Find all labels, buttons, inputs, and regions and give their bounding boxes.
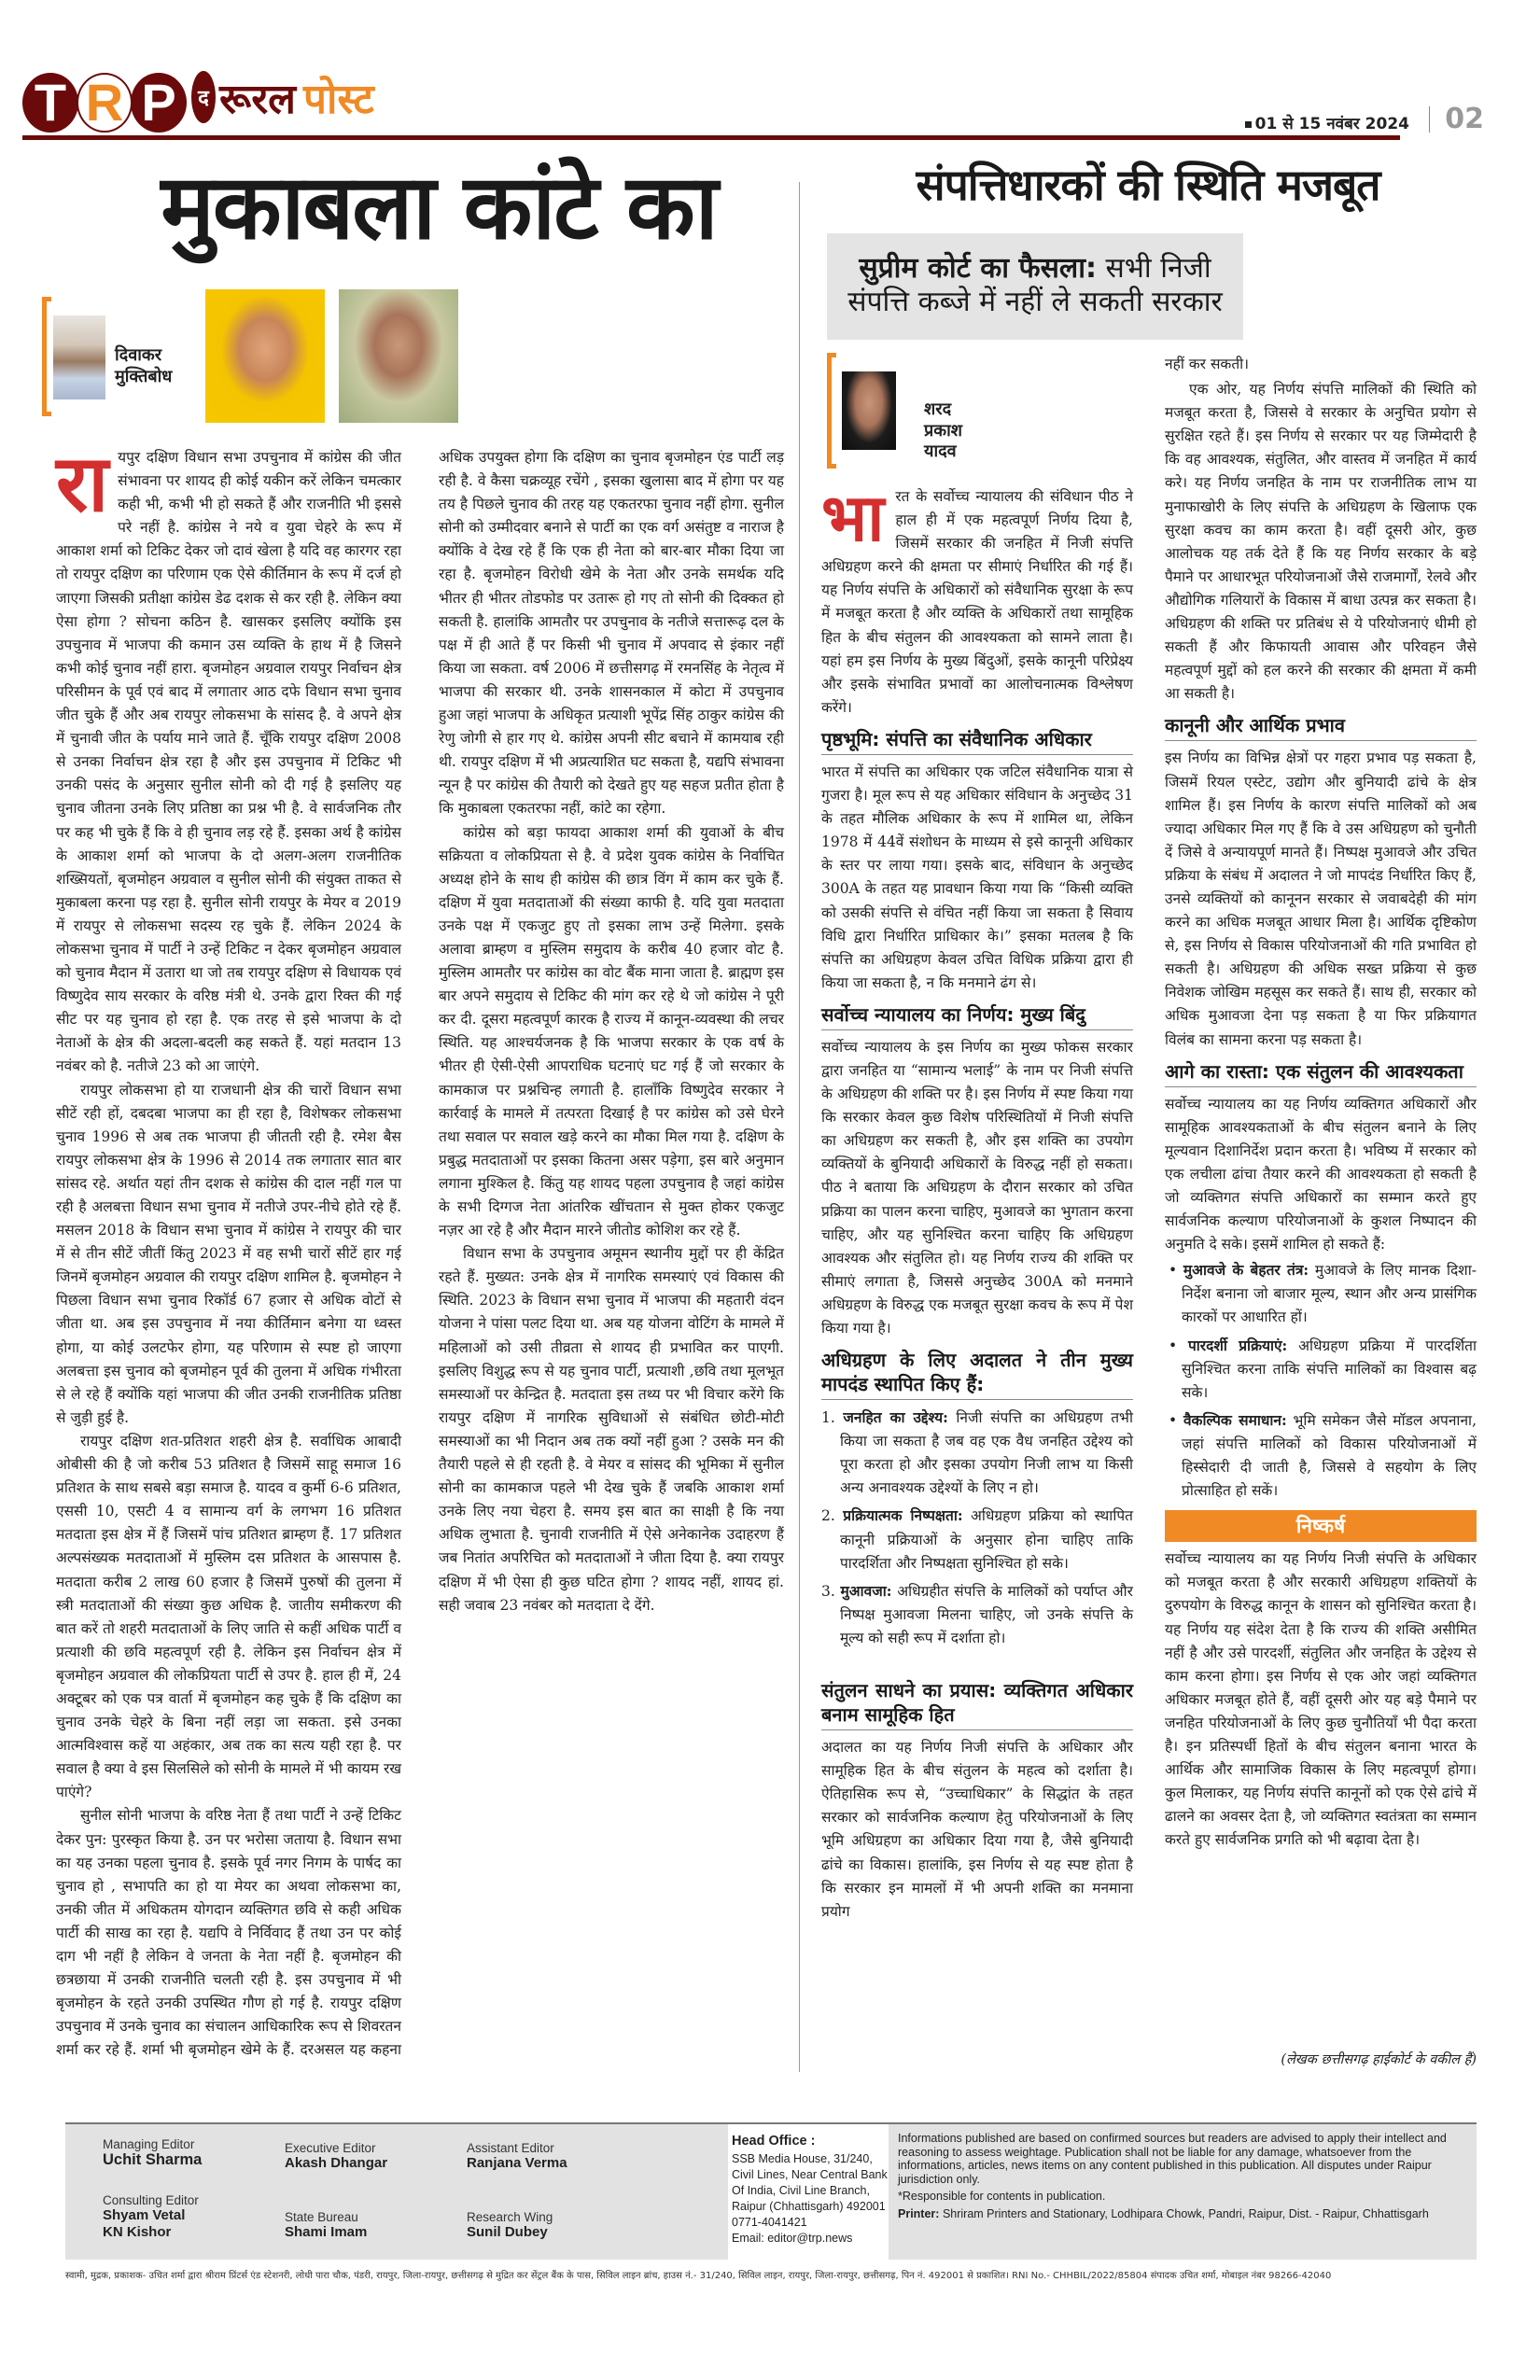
author-name [115, 345, 172, 387]
paragraph: कांग्रेस को बड़ा फायदा आकाश शर्मा की युवाओं के बीच सक्रियता व लोकप्रियता से है. वे प्रदेश युवक कांग्रेस के निर्वाचित अध्यक्ष होने के साथ ही कांग्रेस की छात्र विंग में काम कर चुके हैं. दक्षिण में युवा मतदाताओं की संख्या काफी है. यदि युवा मतदाता उनके पक्ष में एकजुट हुए तो इसका लाभ उन्हें मिलेगा. इसके अलावा ब्राम्हण व मुस्लिम समुदाय के करीब 40 हजार वोट है. मुस्लिम आमतौर पर कांग्रेस का वोट बैंक माना जाता है. ब्राह्मण इस बार अपने समुदाय से टिकिट की मांग कर रहे थे जो कांग्रेस ने पूरी कर दी. दूसरा महत्वपूर्ण कारक है राज्य में कानून-व्यवस्था की लचर स्थिति. यह आश्चर्यजनक है कि भाजपा सरकार के एक वर्ष के भीतर ही ऐसी-ऐसी आपराधिक घटनाएं घट गई हैं जो सरकार के कामकाज पर प्रश्नचिन्ह लगाती है. हालाँकि विष्णुदेव सरकार ने कार्रवाई के मामले में तत्परता दिखाई है पर कांग्रेस को उसे घेरने तथा सवाल पर सवाल खड़े करने का मौका मिल गया है. दक्षिण के प्रबुद्ध मतदाताओं पर इसका कितना असर पड़ेगा, इस बारे अनुमान लगाना मुश्किल है. किंतु यह शायद पहला उपचुनाव है जहां कांग्रेस के सभी दिग्गज नेता आंतरिक खींचतान से मुक्त होकर एकजुट नज़र आ रहे है और मैदान मारने जीतोड कोशिश कर रहे हैं. [439, 823, 784, 1239]
head-office-address: SSB Media House, 31/240, Civil Lines, Near Central Bank Of India, Civil Line Branch, Raipur (Chhattisgarh) 492001 [732, 2152, 888, 2213]
way-forward-list [1165, 1258, 1477, 1503]
byline-bracket [827, 353, 836, 469]
list-item: 1. जनहित का उद्देश्य: निजी संपत्ति का अधिग्रहण तभी किया जा सकता है जब वह एक वैध जनहित उद्देश्य को पूरा करता हो और इसका उपयोग निजी लाभ या किसी अन्य अनावश्यक उद्देश्यों के लिए न हो। [821, 1408, 1133, 1497]
masthead-rule [22, 135, 1400, 140]
brand-name-rural: रूरल [219, 76, 297, 123]
divider [1429, 106, 1430, 133]
right-article-column-1 [821, 480, 1134, 1925]
paragraph: रायपुर लोकसभा हो या राजधानी क्षेत्र की चारों विधान सभा सीटें रही हों, दबदबा भाजपा का ही रहा है, विशेषकर लोकसभा चुनाव 1996 से अब तक भाजपा ही जीतती रही है. रमेश बैस रायपुर लोकसभा क्षेत्र के 1996 से 2014 तक लगातार सात बार सांसद रहे. अर्थात यहां तीन दशक से कांग्रेस की दाल नहीं गल पा रही है अलबत्ता विधान सभा चुनाव में नतीजे उपर-नीचे होते रहे हैं. मसलन 2018 के विधान सभा चुनाव में कांग्रेस ने रायपुर की चार में से तीन सीटें जीतीं किंतु 2023 में वह सभी चारों सीटें हार गई जिनमें बृजमोहन अग्रवाल की रायपुर दक्षिण शामिल है. बृजमोहन ने पिछला विधान सभा चुनाव रिकॉर्ड 67 हजार से अधिक वोटों से जीता था. अब इस उपचुनाव में नया कीर्तिमान बनेगा या ध्वस्त होगा, या कोई उलटफेर होगा, यह परिणाम से स्पष्ट हो जाएगा अलबत्ता इस चुनाव को बृजमोहन पूर्व की तुलना में अधिक गंभीरता से ले रहे हैं क्योंकि यहां भाजपा की जीत उनकी राजनीतिक प्रतिष्ठा से जुड़ी हुई है. [56, 1081, 401, 1426]
logo-letter-p: P [131, 73, 187, 133]
brand-badge-icon: द [191, 71, 216, 123]
bullet-icon [1245, 121, 1252, 128]
conclusion-heading: निष्कर्ष [1165, 1510, 1477, 1542]
head-office-phone: 0771-4041421 [732, 2216, 807, 2229]
section-heading-way-forward: आगे का रास्ता: एक संतुलन की आवश्यकता [1165, 1059, 1477, 1087]
subheadline-bold: सुप्रीम कोर्ट का फैसला: [859, 252, 1097, 285]
paragraph: विधान सभा के उपचुनाव अमूमन स्थानीय मुद्दों पर ही केंद्रित रहते हैं. मुख्यत: उनके क्षेत्र में नागरिक समस्याएं एवं विकास की स्थिति. 2023 के विधान सभा चुनाव में भाजपा की महतारी वंदन योजना ने पांसा पलट दिया था. अब यह योजना वोटिंग के मामले में महिलाओं को उसी तीव्रता से शायद ही प्रभावित कर पाएगी. इसलिए विशुद्ध रूप से यह चुनाव पार्टी, प्रत्याशी ,छवि तथा मूलभूत समस्याओं पर केन्द्रित है. मतदाता इस तथ्य पर भी विचार करेंगे कि रायपुर दक्षिण में नागरिक सुविधाओं से संबंधित छोटी-मोटी समस्याओं का भी निदान अब तक क्यों नहीं हुआ ? उसके मन की तैयारी पहले से ही रहती है. वे मेयर व सांसद की भूमिका में सुनील सोनी का कामकाज पहले भी देख चुके हैं जबकि आकाश शर्मा उनके लिए नया चेहरा है. समय इस बात का साक्षी है कि नया अधिक लुभाता है. चुनावी राजनीति में ऐसे अनेकानेक उदाहरण हैं जब नितांत अपरिचित को मतदाताओं ने जीता दिया है. क्या रायपुर दक्षिण में भी ऐसा ही कुछ घटित होगा ? शायद नहीं, शायद हां. सही जवाब 23 नवंबर को मतदाता दे देंगे. [439, 1245, 784, 1614]
masthead [0, 0, 1540, 142]
author-last-name: यादव [924, 441, 957, 461]
paragraph: सर्वोच्च न्यायालय के इस निर्णय का मुख्य फोकस सरकार द्वारा जनहित या “सामान्य भलाई” के नाम पर निजी संपत्ति के अधिग्रहण की शक्ति पर है। इस निर्णय में स्पष्ट किया गया कि सरकार केवल कुछ विशेष परिस्थितियों में निजी संपत्ति का अधिग्रहण कर सकती है, और इस शक्ति का उपयोग व्यक्तियों के बुनियादी अधिकारों के विरुद्ध नहीं हो सकता। पीठ ने बताया कि अधिग्रहण के दौरान सरकार को उचित प्रक्रिया का पालन करना चाहिए, मुआवजे का भुगतान करना चाहिए, और यह सुनिश्चित करना चाहिए कि अधिग्रहण आवश्यक और संतुलित हो। यह निर्णय राज्य की शक्ति पर सीमाएं लगाता है, जिससे अनुच्छेद 300A को मनमाने अधिग्रहण के विरुद्ध एक मजबूत सुरक्षा कवच के रूप में पेश किया गया है। [821, 1038, 1133, 1337]
printer-info: Printer: Shriram Printers and Stationary, Lodhipara Chowk, Pandri, Raipur, Dist. - Raipur, Chhattisgarh [898, 2206, 1429, 2220]
paragraph: रायपुर दक्षिण विधान सभा उपचुनाव में कांग्रेस की जीत संभावना पर शायद ही कोई यकीन करें लेकिन चमत्कार कही भी, कभी भी हो सकते हैं और राजनीति भी इससे परे नहीं है. कांग्रेस ने नये व युवा चेहरे के रूप में आकाश शर्मा को टिकिट देकर जो दावं खेला है यदि वह कारगर रहा तो रायपुर दक्षिण का परिणाम एक ऐसे कीर्तिमान के रूप में दर्ज हो जाएगा जिसकी प्रतीक्षा कांग्रेस डेढ दशक से कर रही है. लेकिन क्या ऐसा होगा ? सोचना कठिन है. खासकर इसलिए क्योंकि इस उपचुनाव में भाजपा की कमान उस व्यक्ति के हाथ में है जिसने कभी कोई चुनाव नहीं हारा. बृजमोहन अग्रवाल रायपुर निर्वाचन क्षेत्र परिसीमन के पूर्व एवं बाद में लगातार आठ दफे विधान सभा चुनाव जीत चुके हैं और अब रायपुर लोकसभा के सांसद है. वे अपने क्षेत्र में चुनावी जीत के पर्याय माने जाते हैं. चूँकि रायपुर दक्षिण 2008 से उनका निर्वाचन क्षेत्र रहा है और इस उपचुनाव में टिकिट भी उनकी पसंद के अनुसार सुनील सोनी को दी गई है इसलिए यह चुनाव जीतना उनके लिए प्रतिष्ठा का प्रश्न भी है. वे सार्वजनिक तौर पर कह भी चुके हैं कि वे ही चुनाव लड़ रहे हैं. इसका अर्थ है कांग्रेस के आकाश शर्मा को भाजपा के दो अलग-अलग राजनीतिक शख्सियतों, बृजमोहन अग्रवाल व सुनील सोनी की संयुक्त ताकत से मुकाबला करना पड़ रहा है. सुनील सोनी रायपुर के मेयर व 2019 में रायपुर से लोकसभा सदस्य रह चुके हैं. लेकिन 2024 के लोकसभा चुनाव में पार्टी ने उन्हें टिकिट न देकर बृजमोहन अग्रवाल को चुनाव मैदान में उतारा था जो तब रायपुर दक्षिण से विधायक एवं विष्णुदेव साय सरकार के वरिष्ठ मंत्री थे. उनके द्वारा रिक्त की गई सीट पर यह चुनाव हो रहा है. एक तरह से इसे भाजपा के दो नेताओं के क्षेत्र की अदला-बदली कह सकते हैं. यहां मतदान 13 नवंबर को है. नतीजे 23 को आ जाएंगे. [56, 438, 401, 1075]
paragraph: नहीं कर सकती। [1165, 356, 1250, 372]
author-byline [827, 353, 995, 469]
staff-executive-editor: Executive Editor Akash Dhangar [285, 2141, 388, 2171]
logo-letter-r: R [77, 73, 133, 133]
paragraph: अदालत का यह निर्णय निजी संपत्ति के अधिकार और सामूहिक हित के बीच संतुलन के महत्व को दर्शाता है। ऐतिहासिक रूप से, “उच्चाधिकार” के सिद्धांत के तहत सरकार को सार्वजनिक कल्याण हेतु परियोजनाओं के लिए भूमि अधिग्रहण का अधिकार दिया गया है, जैसे बुनियादी ढांचे का विकास। हालांकि, इस निर्णय से यह स्पष्ट होता है कि सरकार इन मामलों में भी अपनी शक्ति का मनमाना प्रयोग [821, 1739, 1133, 1920]
paragraph: रायपुर दक्षिण शत-प्रतिशत शहरी क्षेत्र है. सर्वाधिक आबादी ओबीसी की है जो करीब 53 प्रतिशत है जिसमें साहू समाज 16 प्रतिशत के साथ सबसे बड़ा समाज है. यादव व कुर्मी 6-6 प्रतिशत, एससी 10, एसटी 4 व सामान्य वर्ग के लगभग 16 प्रतिशत मतदाता इस क्षेत्र में हैं जिसमें पांच प्रतिशत ब्राम्हण हैं. 17 प्रतिशत अल्पसंख्यक मतदाताओं में मुस्लिम दस प्रतिशत के आसपास है. मतदाता करीब 2 लाख 60 हजार है जिसमें पुरुषों की तुलना में स्त्री मतदाताओं की संख्या कुछ अधिक है. जातीय समीकरण की बात करें तो शहरी मतदाताओं के लिए जाति से कहीं अधिक पार्टी व प्रत्याशी की छवि महत्वपूर्ण रही है. लेकिन इस निर्वाचन क्षेत्र में बृजमोहन अग्रवाल की लोकप्रियता पार्टी से उपर है. हाल ही में, 24 अक्टूबर को एक पत्र वार्ता में बृजमोहन कह चुके हैं कि दक्षिण का चुनाव उनके चेहरे के बिना नहीं लड़ा जा सकता. इसे उनका आत्मविश्वास कहें या अहंकार, अब तक का सत्य यही रहा है. पर सवाल है क्या वे इस सिलसिले को सोनी के मामले में भी कायम रख पाएंगे? [56, 1432, 401, 1801]
author-name [924, 399, 995, 463]
paragraph: सर्वोच्च न्यायालय का यह निर्णय व्यक्तिगत अधिकारों और सामूहिक आवश्यकताओं के बीच संतुलन बनाने के लिए मूल्यवान दिशानिर्देश प्रदान करता है। भविष्य में सरकार को एक लचीला ढांचा तैयार करने की आवश्यकता हो सकती है जो व्यक्तिगत संपत्ति अधिकारों का सम्मान करते हुए सार्वजनिक कल्याण परियोजनाओं के कुशल निष्पादन की अनुमति दे सके। इसमें शामिल हो सकते हैं: [1165, 1095, 1477, 1253]
brand-name-post: पोस्ट [303, 76, 374, 123]
head-office-email[interactable]: Email: editor@trp.news [732, 2232, 853, 2245]
byline-bracket [42, 297, 51, 416]
subheadline-box [827, 233, 1243, 340]
staff-state-bureau: State Bureau Shami Imam [285, 2210, 368, 2240]
issue-date [1245, 112, 1409, 133]
author-first-name: शरद प्रकाश [924, 399, 962, 441]
paragraph: सुनील सोनी भाजपा के वरिष्ठ नेता हैं तथा पार्टी ने उन्हें टिकिट देकर पुन: पुरस्कृत किया है. उन पर भरोसा जताया है. विधान सभा का यह उनका पहला चुनाव है. इसके पूर्व नगर निगम के पार्षद का चुनाव हो , सभापति का हो या मेयर का अथवा लोकसभा का, उनकी जीत में अधिकतम योगदान व्यक्तिगत छवि से कही अधिक पार्टी की साख का रहा है. यद्यपि वे निर्विवाद हैं तथा उन पर कोई दाग भी नहीं है लेकिन वे जनता के नेता नहीं है. बृजमोहन की छत्रछाया में उनकी राजनीति चलती रही है. इस उपचुनाव में भी बृजमोहन के रहते उनकी उपस्थित गौण हो गई है. रायपुर दक्षिण उपचुनाव में उनके चुनाव का संचालन आधिकारिक रूप से शिवरतन शर्मा कर रहे हैं. शर्मा भी बृजमोहन खेमे के हैं. दरअसल यह कहना अधिक उपयुक्त होगा कि दक्षिण का चुनाव बृजमोहन एंड पार्टी लड़ रही है. वे कैसा चक्रव्यूह रचेंगे , इसका खुलासा बाद में होगा पर यह तय है पिछले चुनाव की तरह यह एकतरफा चुनाव नहीं होगा. सुनील सोनी को उम्मीदवार बनाने से पार्टी का एक वर्ग असंतुष्ट व नाराज है क्योंकि वे देख रहे हैं कि एक ही नेता को बार-बार मौका दिया जा रहा है. बृजमोहन विरोधी खेमे के नेता और उनके समर्थक यदि भीतर ही भीतर तोडफोड पर उतारू हो गए तो सोनी की दिक्कत हो सकती है. हालांकि आमतौर पर उपचुनाव के नतीजे सत्तारूढ़ दल के पक्ष में ही आते हैं पर किसी भी चुनाव में अपवाद से इंकार नहीं किया जा सकता. वर्ष 2006 में छत्तीसगढ़ में रमनसिंह के नेतृत्व में भाजपा की सरकार थी. उनके शासनकाल में कोटा में उपचुनाव हुआ जहां भाजपा के अधिकृत प्रत्याशी भूपेंद्र सिंह ठाकुर कांग्रेस की रेणु जोगी से हार गए थे. कांग्रेस अपनी सीट बचाने में कामयाब रही थी. रायपुर दक्षिण में भी अप्रत्याशित घट सकता है, यद्यपि संभावना न्यून है पर कांग्रेस की तैयारी को देखते हुए यह सहज प्रतीत होता है कि मुकाबला एकतरफा नहीं, कांटे का रहेगा. [56, 449, 784, 2059]
issue-date-text: 01 से 15 नवंबर 2024 [1254, 115, 1409, 133]
paragraph: इस निर्णय का विभिन्न क्षेत्रों पर गहरा प्रभाव पड़ सकता है, जिसमें रियल एस्टेट, उद्योग और बुनियादी ढांचे के क्षेत्र शामिल हैं। इस निर्णय के कारण संपत्ति मालिकों को अब ज्यादा अधिकार मिल गए हैं कि वे उस अधिग्रहण को चुनौती दें जिसे वे अन्यायपूर्ण मानते हैं। निष्पक्ष मुआवजे और उचित प्रक्रिया के संबंध में अदालत ने जो मापदंड निर्धारित किए हैं, उनसे व्यक्तियों को कानूनन सरकार से जवाबदेही की मांग करने का अधिक मजबूत आधार मिला है। आर्थिक दृष्टिकोण से, इस निर्णय से विकास परियोजनाओं की गति प्रभावित हो सकती है। अधिग्रहण की अधिक सख्त प्रक्रिया से कुछ निवेशक जोखिम महसूस कर सकते हैं। साथ ही, सरकार को अधिक मुआवजा देना पड़ सकता है या फिर प्रक्रियागत विलंब का सामना करना पड़ सकता है। [1165, 749, 1477, 1048]
right-headline: संपत्तिधारकों की स्थिति मजबूत [916, 160, 1380, 210]
staff-assistant-editor: Assistant Editor Ranjana Verma [467, 2141, 567, 2171]
disclaimer-text: Informations published are based on confirmed sources but readers are advised to apply their intellect and reasoning to assess weightage. Publication shall not be liable for any damage, whatsoever from the informations, articles, news items on any content published in this publication. All disputes under Raipur jurisdiction only. [898, 2132, 1447, 2186]
paragraph: एक ओर, यह निर्णय संपत्ति मालिकों की स्थिति को मजबूत करता है, जिससे वे सरकार के अनुचित प्रयोग से सुरक्षित रहते हैं। इस निर्णय से सरकार पर यह जिम्मेदारी है कि वह आवश्यक, संतुलित, और वास्तव में जनहित में कार्य करे। यह निर्णय जनहित के नाम पर राजनीतिक लाभ या मुनाफाखोरी के लिए संपत्ति के अधिग्रहण के खिलाफ एक सुरक्षा कवच का काम करता है। वहीं दूसरी ओर, कुछ आलोचक यह तर्क देते हैं कि यह निर्णय सरकार के बड़े पैमाने पर आधारभूत परियोजनाओं जैसे राजमार्गों, रेलवे और औद्योगिक गलियारों के विकास में बाधा उत्पन्न कर सकता है। अधिग्रहण की शक्ति पर प्रतिबंध से ये परियोजनाएं धीमी हो सकती हैं और किफायती आवास और परिवहन जैसे महत्वपूर्ण मुद्दों को हल करने की सरकार की क्षमता में कमी आ सकती है। [1165, 381, 1477, 703]
left-headline: मुकाबला कांटे का [161, 155, 717, 259]
list-item: • वैकल्पिक समाधान: भूमि समेकन जैसे मॉडल अपनाना, जहां संपत्ति मालिकों को विकास परियोजनाओं में हिस्सेदारी दी जाती है, जिससे वे सहयोग के लिए प्रोत्साहित हो सकें। [1165, 1408, 1477, 1503]
section-heading-impact: कानूनी और आर्थिक प्रभाव [1165, 713, 1477, 741]
author-byline [42, 297, 210, 416]
list-item: 3. मुआवजा: अधिग्रहीत संपत्ति के मालिकों को पर्याप्त और निष्पक्ष मुआवजा मिलना चाहिए, जो उनके संपत्ति के मूल्य को सही रूप में दर्शाता हो। [821, 1581, 1133, 1646]
head-office-title: Head Office : [732, 2134, 816, 2149]
column-divider [799, 182, 800, 2072]
section-heading-background: पृष्ठभूमि: संपत्ति का संवैधानिक अधिकार [821, 727, 1133, 755]
author-note: (लेखक छत्तीसगढ़ हाईकोर्ट के वकील हैं) [1281, 2052, 1477, 2067]
intro-paragraph: भारत के सर्वोच्च न्यायालय की संविधान पीठ ने हाल ही में एक महत्वपूर्ण निर्णय दिया है, जिसमें सरकार की जनहित में निजी संपत्ति अधिग्रहण करने की क्षमता पर सीमाएं निर्धारित की गई हैं। यह निर्णय संपत्ति के अधिकारों को संवैधानिक सुरक्षा के रूप में मजबूत करता है और व्यक्ति के अधिकारों तथा सामूहिक हित के बीच संतुलन की आवश्यकता को सामने लाता है। यहां हम इस निर्णय के मुख्य बिंदुओं, इसके कानूनी परिप्रेक्ष्य और इसके संभावित प्रभावों का आलोचनात्मक विश्लेषण करेंगे। [821, 480, 1133, 716]
paragraph: भारत में संपत्ति का अधिकार एक जटिल संवैधानिक यात्रा से गुजरा है। मूल रूप से यह अधिकार संविधान के अनुच्छेद 31 के तहत मौलिक अधिकार के रूप में शामिल था, लेकिन 1978 में 44वें संशोधन के माध्यम से इसे कानूनी अधिकार के स्तर पर लाया गया। इसके बाद, संविधान के अनुच्छेद 300A के तहत यह प्रावधान किया गया कि “किसी व्यक्ति को उसकी संपत्ति से वंचित नहीं किया जा सकता है सिवाय विधि द्वारा निर्धारित प्राधिकार के।” इसका मतलब है कि संपत्ति का अधिग्रहण केवल उचित विधिक प्रक्रिया द्वारा ही किया जा सकता है, न कि मनमाने ढंग से। [821, 763, 1133, 991]
section-heading-balance: संतुलन साधने का प्रयास: व्यक्तिगत अधिकार बनाम सामूहिक हित [821, 1678, 1133, 1730]
list-item: • मुआवजे के बेहतर तंत्र: मुआवजे के लिए मानक दिशा-निर्देश बनाना जो बाजार मूल्य, स्थान और अन्य प्रासंगिक कारकों पर आधारित हों। [1165, 1258, 1477, 1329]
criteria-list [821, 1406, 1133, 1650]
author-photo [842, 371, 896, 450]
list-item: • पारदर्शी प्रक्रियाएं: अधिग्रहण प्रक्रिया में पारदर्शिता सुनिश्चित करना ताकि संपत्ति मालिकों का विश्वास बढ़ सके। [1165, 1334, 1477, 1405]
section-heading-verdict: सर्वोच्च न्यायालय का निर्णय: मुख्य बिंदु [821, 1002, 1133, 1030]
candidate-photo-congress [339, 289, 458, 423]
author-first-name: दिवाकर [115, 345, 162, 365]
head-office [732, 2134, 889, 2247]
trp-logo [22, 73, 185, 133]
right-article-column-2 [1165, 353, 1477, 1854]
staff-consulting-editor: Consulting Editor Shyam Vetal KN Kishor [103, 2193, 199, 2240]
dropcap: रा [56, 438, 109, 529]
logo-letter-t: T [22, 73, 78, 133]
author-photo [53, 315, 105, 399]
dropcap: भा [821, 480, 885, 556]
brand-logo [191, 69, 374, 125]
imprint-line: स्वामी, मुद्रक, प्रकाशक- उचित शर्मा द्वारा श्रीराम प्रिंटर्स एंड स्टेशनरी, लोधी पारा चौक, पंडरी, रायपुर, जिला-रायपुर, छत्तीसगढ़ से मुद्रित कर सेंट्रल बैंक के पास, सिविल लाइन ब्रांच, हाउस नं.- 31/240, सिविल लाइन, रायपुर, जिला-रायपुर, छत्तीसगढ़, पिन नं. 492001 से प्रकाशित। RNI No.- CHHBIL/2022/85804 संपादक उचित शर्मा, मोबाइल नंबर 98266-42040 [65, 2271, 1332, 2281]
left-article-body [56, 438, 784, 2070]
paragraph: सर्वोच्च न्यायालय का यह निर्णय निजी संपत्ति के अधिकार को मजबूत करता है और सरकारी अधिग्रहण शक्तियों के दुरुपयोग के विरुद्ध कानून के शासन को सुनिश्चित करता है। यह निर्णय यह संदेश देता है कि राज्य की शक्ति असीमित नहीं है और उसे पारदर्शी, संतुलित और जनहित के उद्देश्य से काम करना होगा। इस निर्णय से एक ओर जहां व्यक्तिगत अधिकार मजबूत होते हैं, वहीं दूसरी ओर यह बड़े पैमाने पर जनहित परियोजनाओं के लिए कुछ चुनौतियाँ भी पैदा करता है। इन प्रतिस्पर्धी हितों के बीच संतुलन बनाना भारत के आर्थिक और सामाजिक विकास के लिए महत्वपूर्ण होगा। कुल मिलाकर, यह निर्णय संपत्ति कानूनों को एक ऐसे ढांचे में ढालने का अवसर देता है, जो व्यक्तिगत स्वतंत्रता का सम्मान करते हुए सार्वजनिक प्रगति को भी बढ़ावा देता है। [1165, 1550, 1477, 1849]
subheadline-text: सभी निजी संपत्ति कब्जे में नहीं ले सकती सरकार [847, 252, 1223, 318]
section-heading-criteria: अधिग्रहण के लिए अदालत ने तीन मुख्य मापदंड स्थापित किए हैं: [821, 1348, 1133, 1400]
staff-research-wing: Research Wing Sunil Dubey [467, 2210, 553, 2240]
list-item: 2. प्रक्रियात्मक निष्पक्षता: अधिग्रहण प्रक्रिया को स्थापित कानूनी प्रक्रियाओं के अनुसार होना चाहिए ताकि पारदर्शिता और निष्पक्षता सुनिश्चित हो सके। [821, 1506, 1133, 1572]
disclaimer [898, 2132, 1469, 2225]
responsible-note: *Responsible for contents in publication. [898, 2190, 1106, 2204]
page-number: 02 [1445, 103, 1484, 135]
staff-managing-editor: Managing Editor Uchit Sharma [103, 2137, 203, 2168]
candidate-photo-bjp [205, 289, 325, 423]
author-last-name: मुक्तिबोध [115, 366, 173, 386]
